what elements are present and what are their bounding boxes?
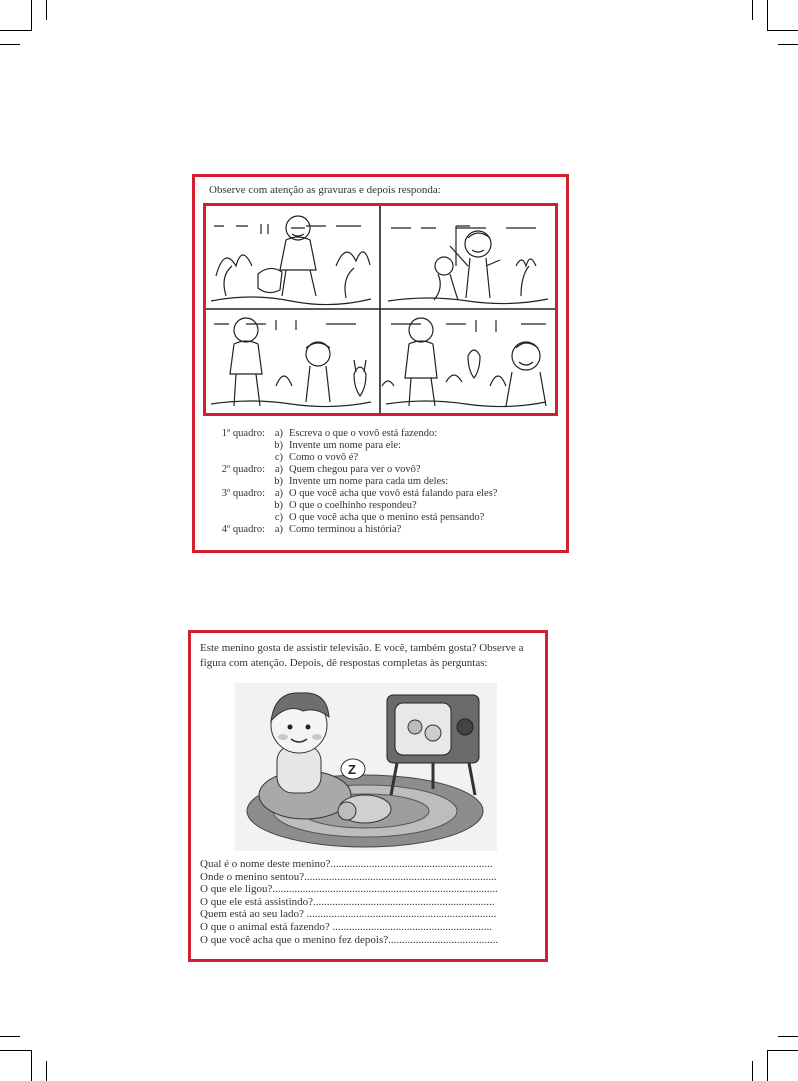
question-line: Qual é o nome deste menino?........................................................... (200, 858, 493, 870)
question-letter: a) (274, 428, 283, 439)
question-row (215, 440, 497, 452)
question-line: O que você acha que o menino fez depois?........................................ (200, 933, 499, 946)
frame-label (215, 500, 265, 512)
crop-mark (0, 30, 31, 31)
crop-mark (0, 44, 20, 45)
crop-mark (767, 0, 768, 31)
question-text: O que o coelhinho respondeu? (289, 500, 417, 511)
frame-label: 4º quadro: (221, 524, 265, 535)
crop-mark (31, 1050, 32, 1081)
question-row (215, 524, 497, 536)
question-letter: b) (274, 500, 283, 511)
crop-mark (752, 0, 753, 20)
question-row (215, 488, 497, 500)
exercise-2-instruction: Este menino gosta de assistir televisão. E você, também gosta? Observe a figura com atenção. Depois, dê respostas completas às perguntas: (200, 642, 524, 669)
question-text: Quem chegou para ver o vovô? (289, 464, 421, 475)
sleep-z-label: Z (348, 762, 356, 777)
question-letter: c) (274, 452, 283, 463)
question-row (215, 500, 497, 512)
question-row (215, 428, 497, 440)
question-line: Onde o menino sentou?...................................................................... (200, 870, 497, 883)
frame-label (215, 512, 265, 524)
exercise-2-questions (200, 858, 498, 946)
question-text: Invente um nome para ele: (289, 440, 401, 451)
question-letter: a) (274, 488, 283, 499)
exercise-2-box (188, 630, 548, 962)
crop-mark (0, 1036, 20, 1037)
question-text: O que você acha que vovô está falando para eles? (289, 488, 498, 499)
question-text: Como terminou a história? (289, 524, 402, 535)
question-letter: a) (274, 524, 283, 535)
crop-mark (778, 1036, 798, 1037)
question-line: Quem está ao seu lado? ..................................................................... (200, 908, 497, 921)
frame-label (215, 476, 265, 488)
comic-drawing (206, 206, 555, 413)
question-line: O que o animal está fazendo? .......................................................... (200, 920, 493, 933)
question-text: Como o vovô é? (289, 452, 359, 463)
question-letter: b) (274, 476, 283, 487)
exercise-1-box (192, 174, 569, 553)
frame-label: 1º quadro: (221, 428, 265, 439)
question-letter: c) (274, 512, 283, 523)
question-row (215, 452, 497, 464)
question-text: Escreva o que o vovô está fazendo: (289, 428, 438, 439)
crop-mark (46, 1061, 47, 1081)
question-text: Invente um nome para cada um deles: (289, 476, 449, 487)
question-letter: b) (274, 440, 283, 451)
crop-mark (31, 0, 32, 31)
boy-watching-tv-image (235, 683, 497, 851)
question-row (215, 464, 497, 476)
exercise-1-instruction: Observe com atenção as gravuras e depois responda: (209, 184, 441, 196)
question-line: O que ele está assistindo?.................................................................. (200, 895, 495, 908)
crop-mark (752, 1061, 753, 1081)
frame-label (215, 452, 265, 464)
exercise-1-questions (215, 428, 497, 536)
crop-mark (46, 0, 47, 20)
question-letter: a) (274, 464, 283, 475)
frame-label: 3º quadro: (221, 488, 265, 499)
question-row (215, 476, 497, 488)
comic-strip-image (203, 203, 558, 416)
crop-mark (767, 1050, 768, 1081)
question-row (215, 512, 497, 524)
boy-tv-drawing (235, 683, 497, 851)
question-line: O que ele ligou?.................................................................................. (200, 883, 498, 896)
crop-mark (767, 1050, 798, 1051)
question-text: O que você acha que o menino está pensando? (289, 512, 485, 523)
crop-mark (0, 1050, 31, 1051)
crop-mark (767, 30, 798, 31)
frame-label (215, 440, 265, 452)
crop-mark (778, 44, 798, 45)
frame-label: 2º quadro: (221, 464, 265, 475)
